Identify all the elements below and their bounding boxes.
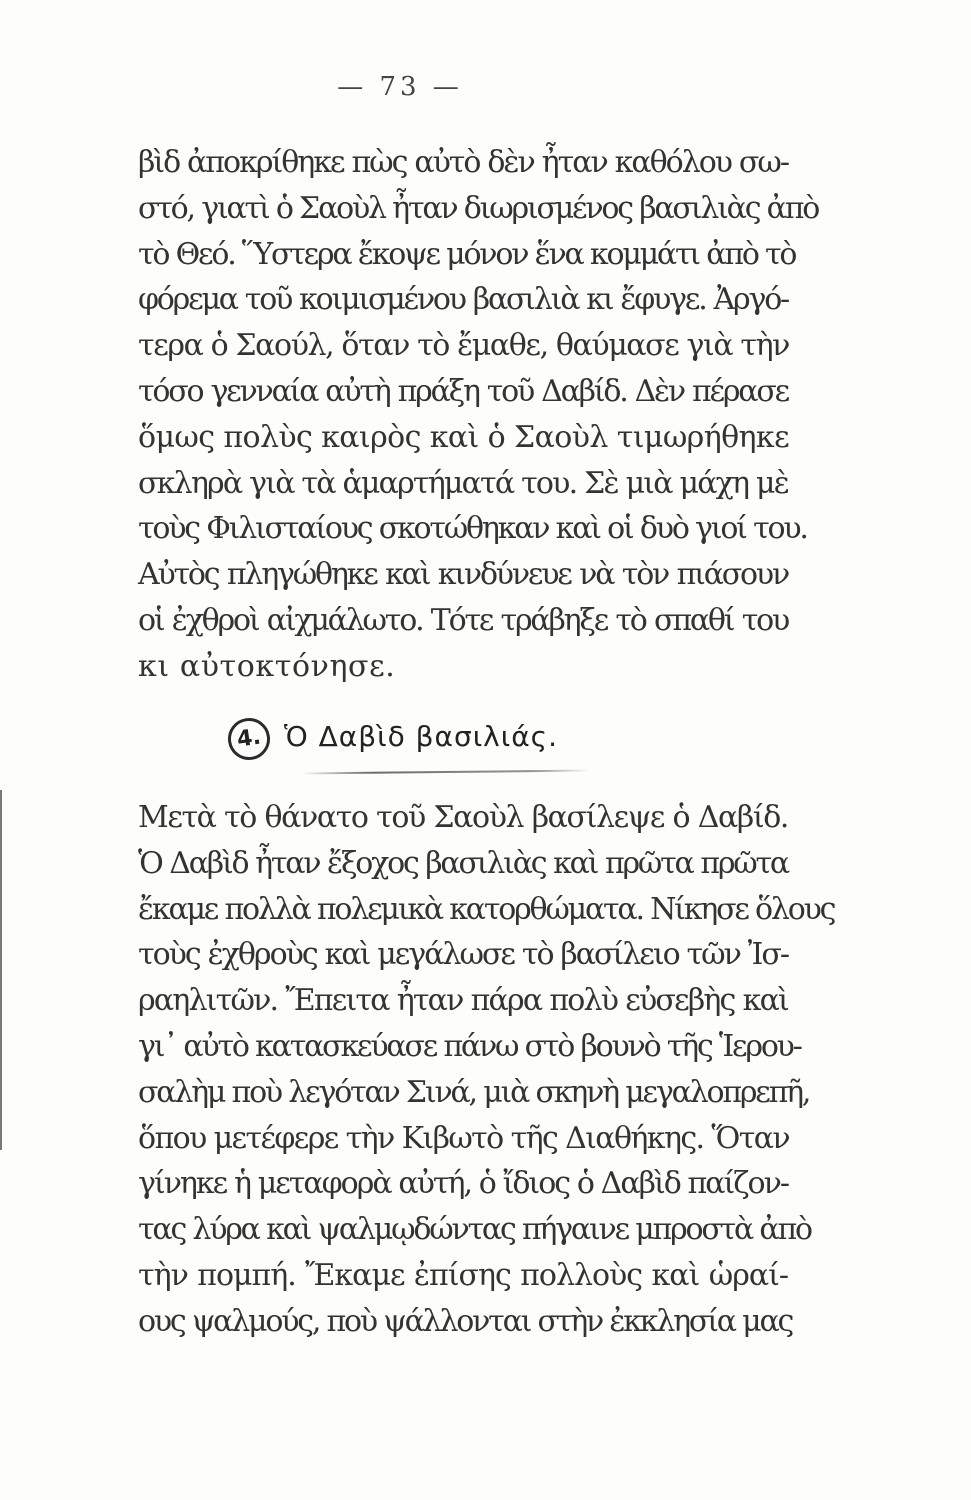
text-line: σκληρὰ γιὰ τὰ ἁμαρτήματά του. Σὲ μιὰ μάχη μὲ bbox=[138, 465, 788, 501]
page-number: — 73 — bbox=[337, 72, 463, 102]
text-line: φόρεμα τοῦ κοιμισμένου βασιλιὰ κι ἔφυγε. Ἀργό- bbox=[138, 282, 788, 318]
heading-underline bbox=[300, 769, 590, 774]
text-line: τὴν πομπή. Ἔκαμε ἐπίσης πολλοὺς καὶ ὡραί- bbox=[138, 1257, 788, 1293]
text-line: Ὁ Δαβὶδ ἦταν ἔξοχος βασιλιὰς καὶ πρῶτα πρῶτα bbox=[138, 845, 788, 881]
section-title: Ὁ Δαβὶδ βασιλιάς. bbox=[284, 720, 559, 753]
text-line: γι᾽ αὐτὸ κατασκεύασε πάνω στὸ βουνὸ τῆς Ἱερου- bbox=[138, 1028, 801, 1064]
text-line: ὅμως πολὺς καιρὸς καὶ ὁ Σαοὺλ τιμωρήθηκε bbox=[138, 419, 790, 455]
text-line: ὅπου μετέφερε τὴν Κιβωτὸ τῆς Διαθήκης. Ὅταν bbox=[138, 1120, 790, 1156]
text-line-last: κι αὐτοκτόνησε. bbox=[138, 648, 396, 684]
text-line: οἱ ἐχθροὶ αἰχμάλωτο. Τότε τράβηξε τὸ σπαθί του bbox=[138, 602, 788, 638]
text-line: τὸ Θεό. Ὕστερα ἔκοψε μόνον ἕνα κομμάτι ἀπὸ τὸ bbox=[138, 236, 796, 272]
text-line: τοὺς ἐχθροὺς καὶ μεγάλωσε τὸ βασίλειο τῶν Ἰσ- bbox=[138, 937, 788, 973]
text-line: ους ψαλμούς, ποὺ ψάλλονται στὴν ἐκκλησία μας bbox=[138, 1303, 793, 1339]
section-number-circled: 4. bbox=[225, 715, 272, 762]
text-line: τοὺς Φιλισταίους σκοτώθηκαν καὶ οἱ δυὸ γιοί του. bbox=[138, 511, 807, 547]
text-line: ἔκαμε πολλὰ πολεμικὰ κατορθώματα. Νίκησε ὅλους bbox=[138, 891, 835, 927]
text-line: τόσο γενναία αὐτὴ πράξη τοῦ Δαβίδ. Δὲν πέρασε bbox=[138, 373, 788, 409]
text-line: τερα ὁ Σαούλ, ὅταν τὸ ἔμαθε, θαύμασε γιὰ τὴν bbox=[138, 328, 790, 364]
text-line: Μετὰ τὸ θάνατο τοῦ Σαοὺλ βασίλεψε ὁ Δαβίδ. bbox=[138, 800, 788, 835]
text-line: Αὐτὸς πληγώθηκε καὶ κινδύνευε νὰ τὸν πιάσουν bbox=[138, 557, 788, 593]
text-line: βὶδ ἀποκρίθηκε πὼς αὐτὸ δὲν ἦταν καθόλου σω- bbox=[138, 145, 788, 180]
text-line: γίνηκε ἡ μεταφορὰ αὐτή, ὁ ἴδιος ὁ Δαβὶδ παίζον- bbox=[138, 1166, 788, 1202]
text-line: στό, γιατὶ ὁ Σαοὺλ ἦταν διωρισμένος βασιλιὰς ἀπὸ bbox=[138, 190, 819, 226]
paragraph-section-4 bbox=[138, 795, 835, 1345]
paragraph-continued bbox=[138, 140, 819, 690]
margin-line bbox=[0, 790, 2, 1150]
text-line: τας λύρα καὶ ψαλμῳδώντας πήγαινε μπροστὰ ἀπὸ bbox=[138, 1212, 811, 1248]
text-line: σαλὴμ ποὺ λεγόταν Σινά, μιὰ σκηνὴ μεγαλοπρεπῆ, bbox=[138, 1074, 810, 1110]
text-line: ραηλιτῶν. Ἔπειτα ἦταν πάρα πολὺ εὐσεβὴς καὶ bbox=[138, 983, 788, 1019]
